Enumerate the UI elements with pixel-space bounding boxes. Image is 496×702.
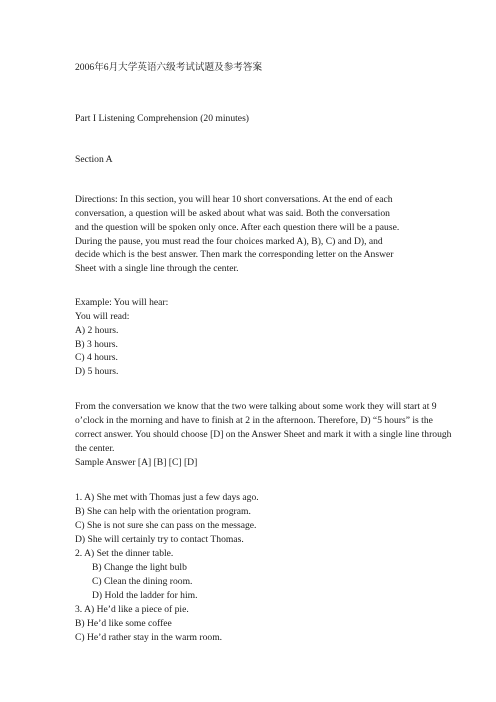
example-choice: B) 3 hours. [75,339,118,350]
example-hear: Example: You will hear: [75,297,169,308]
question-choice: D) Hold the ladder for him. [92,590,198,601]
directions-line: decide which is the best answer. Then mark the corresponding letter on the Answer [75,249,394,260]
directions-line: Directions: In this section, you will hear 10 short conversations. At the end of each [75,194,393,205]
directions-line: and the question will be spoken only once. After each question there will be a pause. [75,222,400,233]
explanation-line: correct answer. You should choose [D] on the Answer Sheet and mark it with a single line through [75,429,452,440]
document-title: 2006年6月大学英语六级考试试题及参考答案 [75,62,263,73]
explanation-line: the center. [75,443,115,454]
question-choice: D) She will certainly try to contact Thomas. [75,534,244,545]
example-choice: C) 4 hours. [75,352,118,363]
part-heading: Part I Listening Comprehension (20 minutes) [75,113,249,124]
directions-line: conversation, a question will be asked about what was said. Both the conversation [75,208,390,219]
question-choice: 3. A) He’d like a piece of pie. [75,604,189,615]
section-heading: Section A [75,154,113,165]
question-choice: C) She is not sure she can pass on the message. [75,520,257,531]
sample-answer: Sample Answer [A] [B] [C] [D] [75,457,198,468]
question-choice: C) Clean the dining room. [92,576,193,587]
directions-line: During the pause, you must read the four choices marked A), B), C) and D), and [75,236,383,247]
directions-line: Sheet with a single line through the center. [75,263,239,274]
example-read: You will read: [75,311,130,322]
explanation-line: From the conversation we know that the two were talking about some work they will start at 9 [75,401,437,412]
explanation-line: o’clock in the morning and have to finish at 2 in the afternoon. Therefore, D) “5 hours” is the [75,415,433,426]
example-choice: A) 2 hours. [75,325,119,336]
question-choice: 1. A) She met with Thomas just a few days ago. [75,492,259,503]
example-choice: D) 5 hours. [75,366,119,377]
question-choice: 2. A) Set the dinner table. [75,548,174,559]
question-choice: B) He’d like some coffee [75,618,172,629]
question-choice: B) Change the light bulb [92,562,187,573]
question-choice: C) He’d rather stay in the warm room. [75,632,223,643]
question-choice: B) She can help with the orientation program. [75,506,251,517]
